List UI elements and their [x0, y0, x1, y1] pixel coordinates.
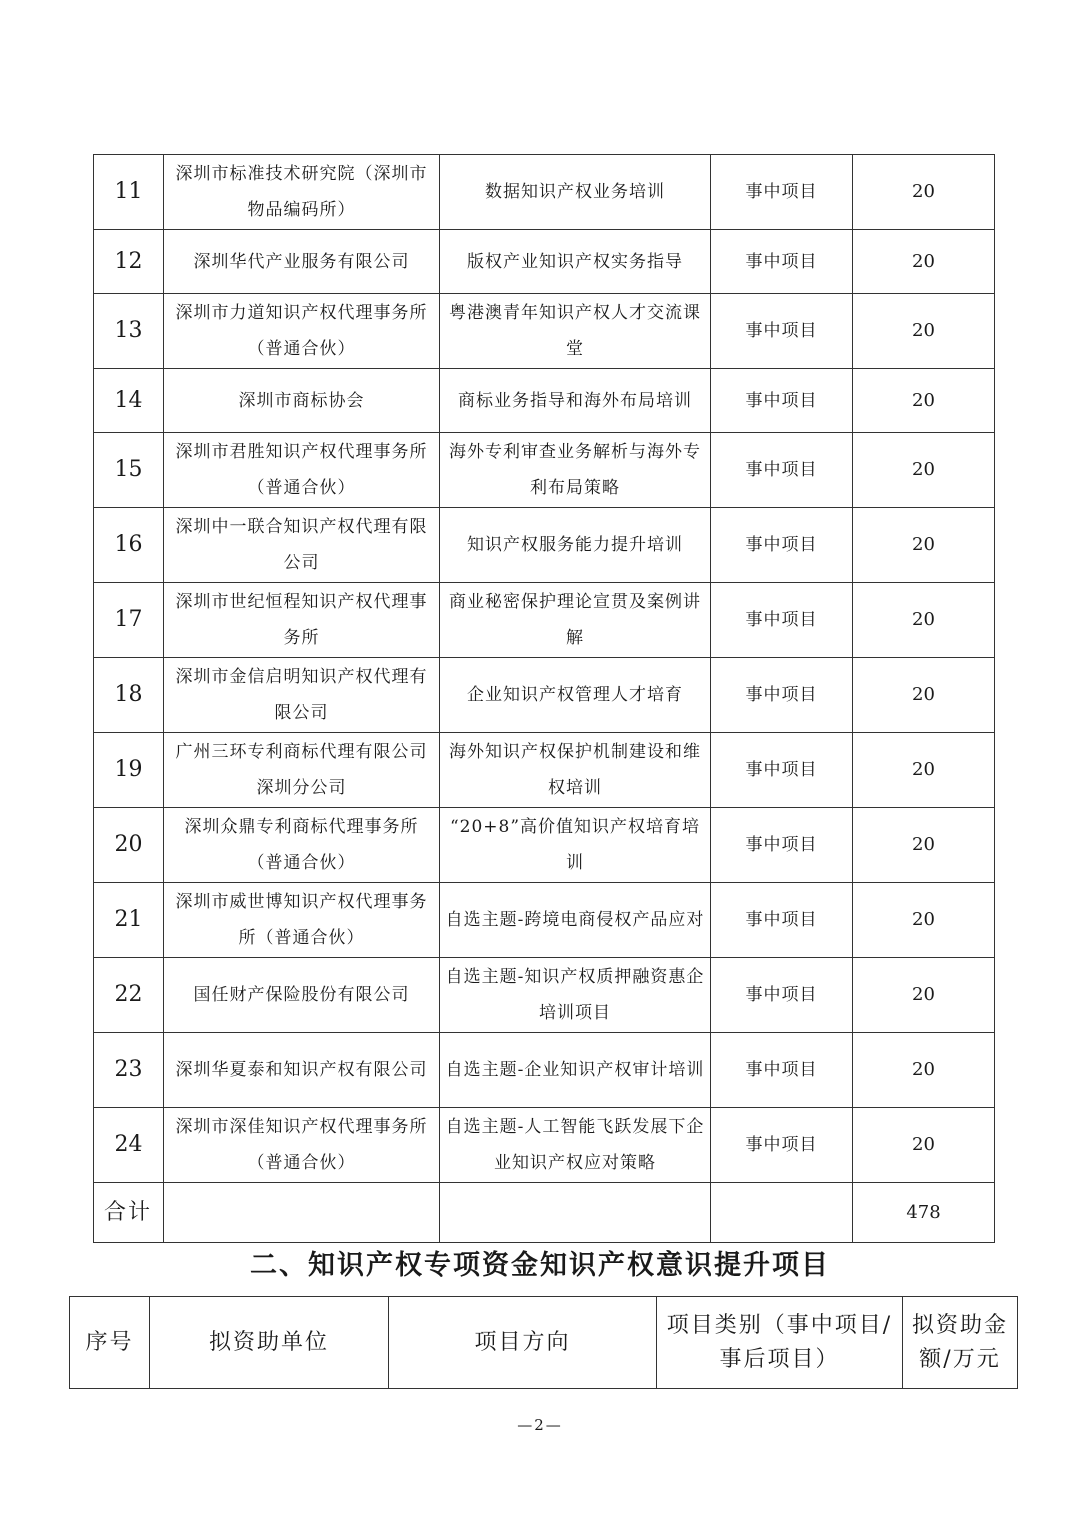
row-amount: 20 — [853, 230, 995, 294]
row-unit: 国任财产保险股份有限公司 — [164, 958, 440, 1033]
row-number: 17 — [94, 583, 164, 658]
row-direction: 海外专利审查业务解析与海外专利布局策略 — [440, 433, 711, 508]
row-amount: 20 — [853, 294, 995, 369]
table-row — [94, 658, 995, 733]
row-number: 18 — [94, 658, 164, 733]
row-number: 22 — [94, 958, 164, 1033]
row-amount: 20 — [853, 1108, 995, 1183]
row-number: 21 — [94, 883, 164, 958]
row-amount: 20 — [853, 958, 995, 1033]
row-direction: 自选主题-知识产权质押融资惠企培训项目 — [440, 958, 711, 1033]
row-category: 事中项目 — [711, 230, 853, 294]
row-direction: 自选主题-人工智能飞跃发展下企业知识产权应对策略 — [440, 1108, 711, 1183]
row-category: 事中项目 — [711, 294, 853, 369]
header-amount: 拟资助金额/万元 — [903, 1297, 1018, 1389]
row-number: 14 — [94, 369, 164, 433]
row-category: 事中项目 — [711, 733, 853, 808]
row-direction: 自选主题-企业知识产权审计培训 — [440, 1033, 711, 1108]
row-unit: 深圳市商标协会 — [164, 369, 440, 433]
table-row — [94, 733, 995, 808]
row-amount: 20 — [853, 883, 995, 958]
row-direction: “20+8”高价值知识产权培育培训 — [440, 808, 711, 883]
row-unit: 深圳华夏泰和知识产权有限公司 — [164, 1033, 440, 1108]
row-number: 20 — [94, 808, 164, 883]
funding-table-body — [94, 155, 995, 1243]
header-no: 序号 — [70, 1297, 150, 1389]
table-row — [94, 583, 995, 658]
row-direction: 版权产业知识产权实务指导 — [440, 230, 711, 294]
section-heading: 二、知识产权专项资金知识产权意识提升项目 — [250, 1250, 830, 1281]
table-row — [94, 1108, 995, 1183]
row-unit: 深圳市力道知识产权代理事务所（普通合伙） — [164, 294, 440, 369]
row-unit: 深圳市君胜知识产权代理事务所（普通合伙） — [164, 433, 440, 508]
total-empty-cell — [440, 1183, 711, 1243]
row-category: 事中项目 — [711, 958, 853, 1033]
total-empty-cell — [711, 1183, 853, 1243]
total-row — [94, 1183, 995, 1243]
row-amount: 20 — [853, 369, 995, 433]
header-category: 项目类别（事中项目/事后项目） — [657, 1297, 903, 1389]
row-amount: 20 — [853, 433, 995, 508]
table-row — [94, 294, 995, 369]
total-empty-cell — [164, 1183, 440, 1243]
total-amount: 478 — [853, 1183, 995, 1243]
row-category: 事中项目 — [711, 583, 853, 658]
header-unit: 拟资助单位 — [150, 1297, 389, 1389]
row-number: 23 — [94, 1033, 164, 1108]
row-direction: 自选主题-跨境电商侵权产品应对 — [440, 883, 711, 958]
row-category: 事中项目 — [711, 155, 853, 230]
page-number: —2— — [517, 1416, 563, 1434]
row-number: 16 — [94, 508, 164, 583]
row-direction: 商标业务指导和海外布局培训 — [440, 369, 711, 433]
row-direction: 企业知识产权管理人才培育 — [440, 658, 711, 733]
row-unit: 深圳中一联合知识产权代理有限公司 — [164, 508, 440, 583]
row-direction: 数据知识产权业务培训 — [440, 155, 711, 230]
row-unit: 深圳市金信启明知识产权代理有限公司 — [164, 658, 440, 733]
next-table-header — [69, 1296, 1018, 1389]
row-amount: 20 — [853, 808, 995, 883]
table-row — [94, 155, 995, 230]
table-row — [94, 1033, 995, 1108]
row-category: 事中项目 — [711, 508, 853, 583]
row-unit: 深圳市深佳知识产权代理事务所（普通合伙） — [164, 1108, 440, 1183]
table-row — [94, 958, 995, 1033]
row-category: 事中项目 — [711, 1108, 853, 1183]
table-row — [94, 508, 995, 583]
row-number: 15 — [94, 433, 164, 508]
row-direction: 知识产权服务能力提升培训 — [440, 508, 711, 583]
row-unit: 深圳市世纪恒程知识产权代理事务所 — [164, 583, 440, 658]
row-unit: 深圳华代产业服务有限公司 — [164, 230, 440, 294]
row-number: 19 — [94, 733, 164, 808]
table-row — [94, 230, 995, 294]
funding-table — [93, 154, 995, 1243]
row-amount: 20 — [853, 658, 995, 733]
row-category: 事中项目 — [711, 369, 853, 433]
row-direction: 粤港澳青年知识产权人才交流课堂 — [440, 294, 711, 369]
row-number: 24 — [94, 1108, 164, 1183]
row-amount: 20 — [853, 583, 995, 658]
row-direction: 海外知识产权保护机制建设和维权培训 — [440, 733, 711, 808]
row-amount: 20 — [853, 508, 995, 583]
row-unit: 广州三环专利商标代理有限公司深圳分公司 — [164, 733, 440, 808]
row-number: 13 — [94, 294, 164, 369]
row-category: 事中项目 — [711, 1033, 853, 1108]
row-amount: 20 — [853, 1033, 995, 1108]
row-amount: 20 — [853, 155, 995, 230]
header-direction: 项目方向 — [389, 1297, 657, 1389]
row-category: 事中项目 — [711, 658, 853, 733]
total-label: 合计 — [94, 1183, 164, 1243]
row-unit: 深圳众鼎专利商标代理事务所（普通合伙） — [164, 808, 440, 883]
row-category: 事中项目 — [711, 433, 853, 508]
row-category: 事中项目 — [711, 883, 853, 958]
row-category: 事中项目 — [711, 808, 853, 883]
table-row — [94, 883, 995, 958]
table-row — [94, 808, 995, 883]
row-number: 11 — [94, 155, 164, 230]
table-row — [94, 433, 995, 508]
row-unit: 深圳市威世博知识产权代理事务所（普通合伙） — [164, 883, 440, 958]
header-row — [70, 1297, 1018, 1389]
row-unit: 深圳市标准技术研究院（深圳市物品编码所） — [164, 155, 440, 230]
row-amount: 20 — [853, 733, 995, 808]
table-row — [94, 369, 995, 433]
row-number: 12 — [94, 230, 164, 294]
row-direction: 商业秘密保护理论宣贯及案例讲解 — [440, 583, 711, 658]
